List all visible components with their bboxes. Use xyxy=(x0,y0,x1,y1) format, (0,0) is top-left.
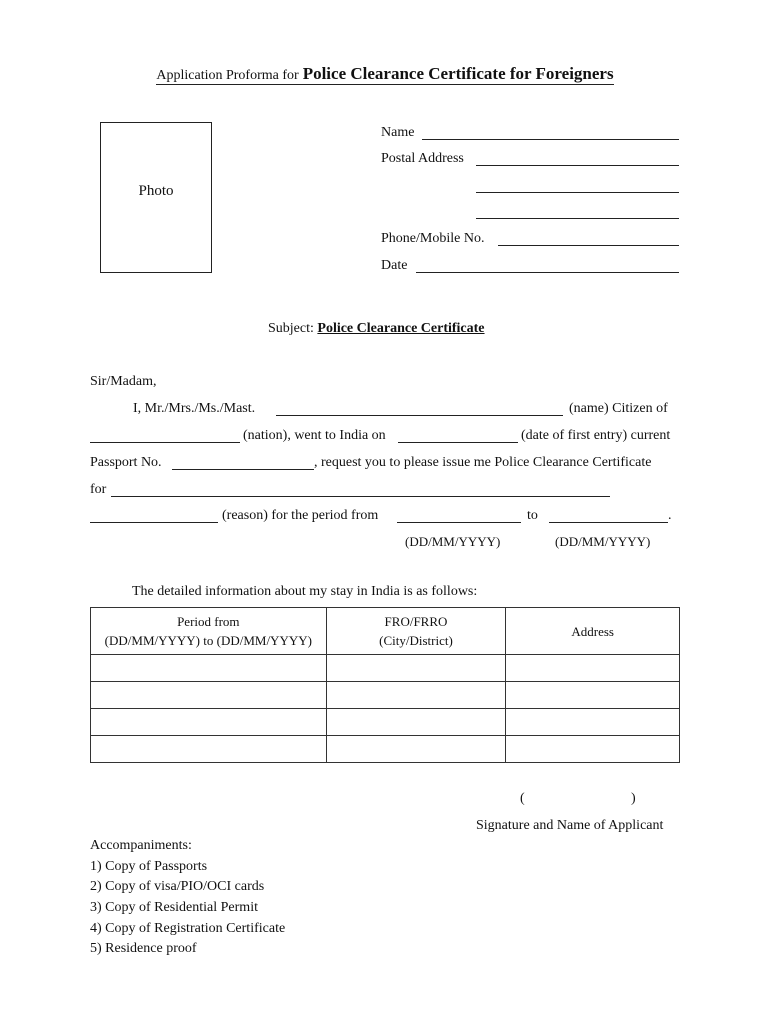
table-cell[interactable] xyxy=(91,655,327,682)
body-l2-b: (date of first entry) current xyxy=(521,428,671,443)
date-label: Date xyxy=(381,258,408,273)
applicant-name-field[interactable] xyxy=(276,415,563,416)
title-prefix: Application Proforma for xyxy=(156,68,299,83)
list-item: 5) Residence proof xyxy=(90,941,197,956)
salutation: Sir/Madam, xyxy=(90,374,157,389)
body-l3-a: Passport No. xyxy=(90,455,162,470)
table-row xyxy=(91,682,680,709)
date-format-hint-from: (DD/MM/YYYY) xyxy=(405,534,501,549)
col-fro-line2: (City/District) xyxy=(379,633,453,648)
table-cell[interactable] xyxy=(326,682,506,709)
reason-field[interactable] xyxy=(90,522,218,523)
postal-address-field-2[interactable] xyxy=(476,192,679,193)
body-l5-c: . xyxy=(668,508,672,523)
table-cell[interactable] xyxy=(506,682,680,709)
page-title xyxy=(0,64,770,84)
stay-table-header xyxy=(91,608,680,655)
body-l2-a: (nation), went to India on xyxy=(243,428,386,443)
col-period-header xyxy=(91,608,327,655)
subject-line xyxy=(268,321,485,337)
table-cell[interactable] xyxy=(91,682,327,709)
stay-table xyxy=(90,607,680,763)
col-fro-line1: FRO/FRRO xyxy=(384,614,448,629)
date-format-hint-to: (DD/MM/YYYY) xyxy=(555,534,651,549)
period-from-field[interactable] xyxy=(397,522,521,523)
period-to-field[interactable] xyxy=(549,522,668,523)
table-cell[interactable] xyxy=(91,709,327,736)
name-label: Name xyxy=(381,125,415,140)
body-l5-b: to xyxy=(527,508,538,523)
col-fro-header xyxy=(326,608,506,655)
body-l1-end: (name) Citizen of xyxy=(569,401,668,416)
col-period-line2: (DD/MM/YYYY) to (DD/MM/YYYY) xyxy=(104,633,312,648)
table-row xyxy=(91,709,680,736)
passport-no-field[interactable] xyxy=(172,469,314,470)
table-row xyxy=(91,736,680,763)
table-cell[interactable] xyxy=(91,736,327,763)
nation-field[interactable] xyxy=(90,442,240,443)
phone-field[interactable] xyxy=(498,245,679,246)
list-item: 3) Copy of Residential Permit xyxy=(90,900,258,915)
subject-text: Police Clearance Certificate xyxy=(317,321,485,336)
postal-address-field-1[interactable] xyxy=(476,165,679,166)
title-main: Police Clearance Certificate for Foreigners xyxy=(302,64,614,83)
table-cell[interactable] xyxy=(326,736,506,763)
accompaniments-heading: Accompaniments: xyxy=(90,838,192,853)
col-address-header: Address xyxy=(506,608,680,655)
phone-label: Phone/Mobile No. xyxy=(381,231,485,246)
first-entry-date-field[interactable] xyxy=(398,442,518,443)
stay-intro: The detailed information about my stay in India is as follows: xyxy=(132,584,478,599)
col-period-line1: Period from xyxy=(177,614,240,629)
table-cell[interactable] xyxy=(506,709,680,736)
table-cell[interactable] xyxy=(326,709,506,736)
table-row xyxy=(91,655,680,682)
list-item: 4) Copy of Registration Certificate xyxy=(90,921,286,936)
body-l1-start: I, Mr./Mrs./Ms./Mast. xyxy=(133,401,256,416)
postal-address-field-3[interactable] xyxy=(476,218,679,219)
date-field[interactable] xyxy=(416,272,679,273)
signature-paren-open: ( xyxy=(520,791,525,806)
table-cell[interactable] xyxy=(506,736,680,763)
photo-box xyxy=(100,122,212,273)
table-cell[interactable] xyxy=(326,655,506,682)
photo-label: Photo xyxy=(138,183,174,199)
list-item: 1) Copy of Passports xyxy=(90,859,208,874)
pcc-purpose-field[interactable] xyxy=(111,496,610,497)
body-l3-b: , request you to please issue me Police Clearance Certificate xyxy=(314,455,652,470)
table-cell[interactable] xyxy=(506,655,680,682)
postal-address-label: Postal Address xyxy=(381,151,464,166)
list-item: 2) Copy of visa/PIO/OCI cards xyxy=(90,879,265,894)
subject-label: Subject: xyxy=(268,321,314,336)
body-l5-a: (reason) for the period from xyxy=(222,508,379,523)
name-field[interactable] xyxy=(422,139,679,140)
signature-label: Signature and Name of Applicant xyxy=(476,818,664,833)
body-l4-a: for xyxy=(90,482,107,497)
signature-paren-close: ) xyxy=(631,791,636,806)
